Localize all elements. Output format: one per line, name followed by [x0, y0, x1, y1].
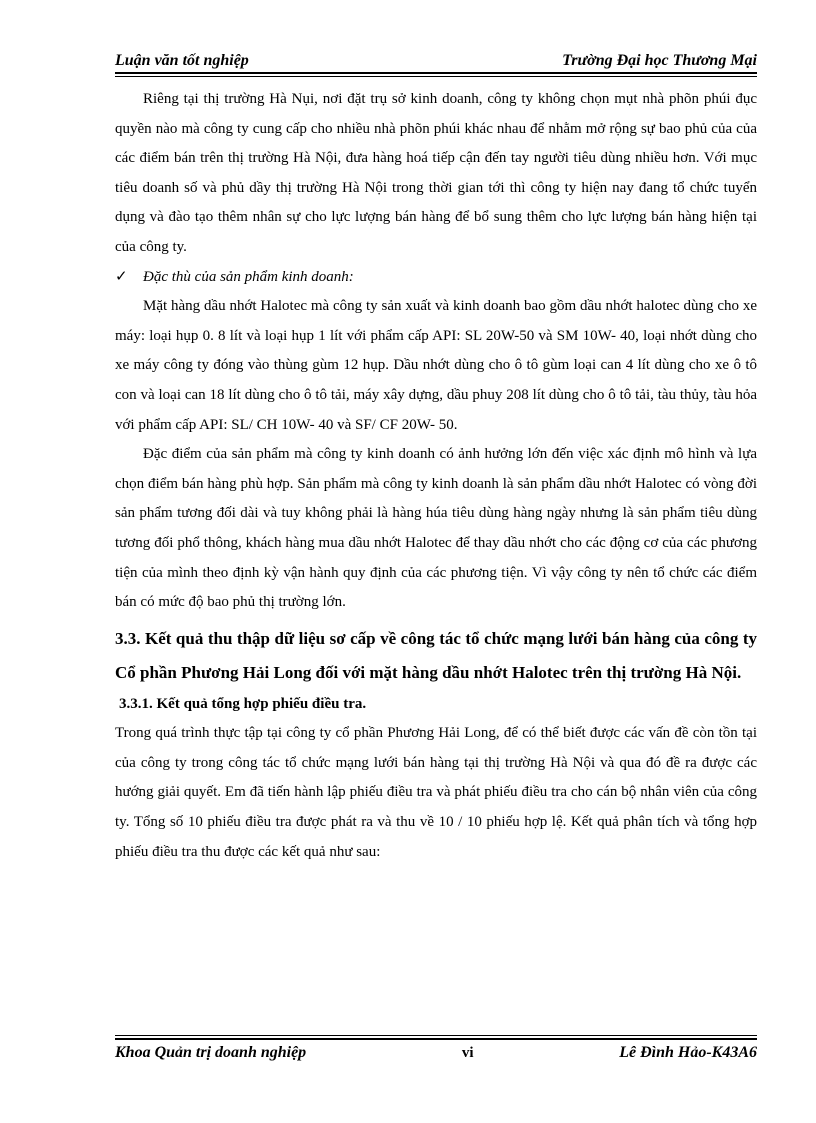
footer-right-text: Lê Đình Hảo-K43A6 [619, 1044, 757, 1061]
section-heading-3-3: 3.3. Kết quả thu thập dữ liệu sơ cấp về công tác tổ chức mạng lưới bán hàng của công ty Cổ phần Phương Hải Long đối với mặt hàng dầu nhớt Halotec trên thị trường Hà Nội. [115, 628, 757, 682]
checkmark-icon: ✓ [115, 268, 128, 285]
paragraph-survey-results: Trong quá trình thực tập tại công ty cổ phần Phương Hải Long, để có thể biết được các vấn đề còn tồn tại của công ty trong công tác tổ chức mạng lưới bán hàng tại thị trường Hà Nội và qua đó đề ra được các hướng giải quyết. Em đã tiến hành lập phiếu điều tra và phát phiếu điều tra cho cán bộ nhân viên của công ty. Tổng số 10 phiếu điều tra được phát ra và thu về 10 / 10 phiếu hợp lệ. Kết quả phân tích và tổng hợp phiếu điều tra thu được các kết quả như sau: [115, 725, 757, 860]
footer-rule-thin [115, 1035, 757, 1036]
header-rule-thin [115, 76, 757, 77]
product-feature-heading [115, 263, 757, 293]
footer-left-text: Khoa Quản trị doanh nghiệp [115, 1044, 307, 1061]
footer-rule-thick [115, 1038, 757, 1040]
page-footer [115, 1044, 757, 1062]
header-right-text: Trường Đại học Thương Mại [562, 52, 757, 69]
page-number: vi [461, 1044, 474, 1061]
paragraph-product-lines: Mặt hàng dầu nhớt Halotec mà công ty sản xuất và kinh doanh bao gồm dầu nhớt halotec dùng cho xe máy: loại hụp 0. 8 lít và loại hụp 1 lít với phẩm cấp API: SL 20W-50 và SM 10W- 40, loại nhớt dùng cho xe máy công ty đóng vào thùng gùm 12 hụp. Dầu nhớt dùng cho ô tô gùm loại can 4 lít dùng cho xe ô tô con và loại can 18 lít dùng cho ô tô tải, máy xây dựng, dầu phuy 208 lít dùng cho ô tô tải, tàu thủy, tàu hỏa với phẩm cấp API: SL/ CH 10W- 40 và SF/ CF 20W- 50. [115, 298, 757, 433]
paragraph-hanoi-market: Riêng tại thị trường Hà Nụi, nơi đặt trụ sở kinh doanh, công ty không chọn mụt nhà phõn phúi đục quyền nào mà công ty cung cấp cho nhiều nhà phõn phúi khác nhau để nhằm mở rộng sự bao phủ của của các điểm bán trên thị trường Hà Nội, đưa hàng hoá tiếp cận đến tay người tiêu dùng nhiều hơn. Với mục tiêu doanh số và phủ dầy thị trường Hà Nội trong thời gian tới thì công ty hiện nay đang tổ chức tuyển dụng và đào tạo thêm nhân sự cho lực lượng bán hàng để bổ sung thêm cho lực lượng bán hàng hiện tại của công ty. [115, 91, 757, 255]
subsection-heading-3-3-1: 3.3.1. Kết quả tổng hợp phiếu điều tra. [119, 695, 367, 712]
product-feature-heading-text: Đặc thù của sản phẩm kinh doanh: [143, 268, 354, 285]
page-body [115, 85, 757, 867]
page-header [115, 48, 757, 70]
header-rule-thick [115, 72, 757, 74]
header-left-text: Luận văn tốt nghiệp [115, 52, 249, 69]
paragraph-product-characteristics: Đặc điểm của sản phẩm mà công ty kinh doanh có ảnh hưởng lớn đến việc xác định mô hình và lựa chọn điểm bán hàng phù hợp. Sản phẩm mà công ty kinh doanh là sản phẩm dầu nhớt Halotec có vòng đời sản phẩm tương đối dài và tuy không phải là hàng húa tiêu dùng hàng ngày nhưng là sản phẩm tiêu dùng tương đối phổ thông, khách hàng mua dầu nhớt Halotec để thay dầu nhớt cho các động cơ của các phương tiện của mình theo định kỳ vận hành quy định của các phương tiện. Vì vậy công ty nên tổ chức các điểm bán có mức độ bao phủ thị trường lớn. [115, 446, 757, 611]
